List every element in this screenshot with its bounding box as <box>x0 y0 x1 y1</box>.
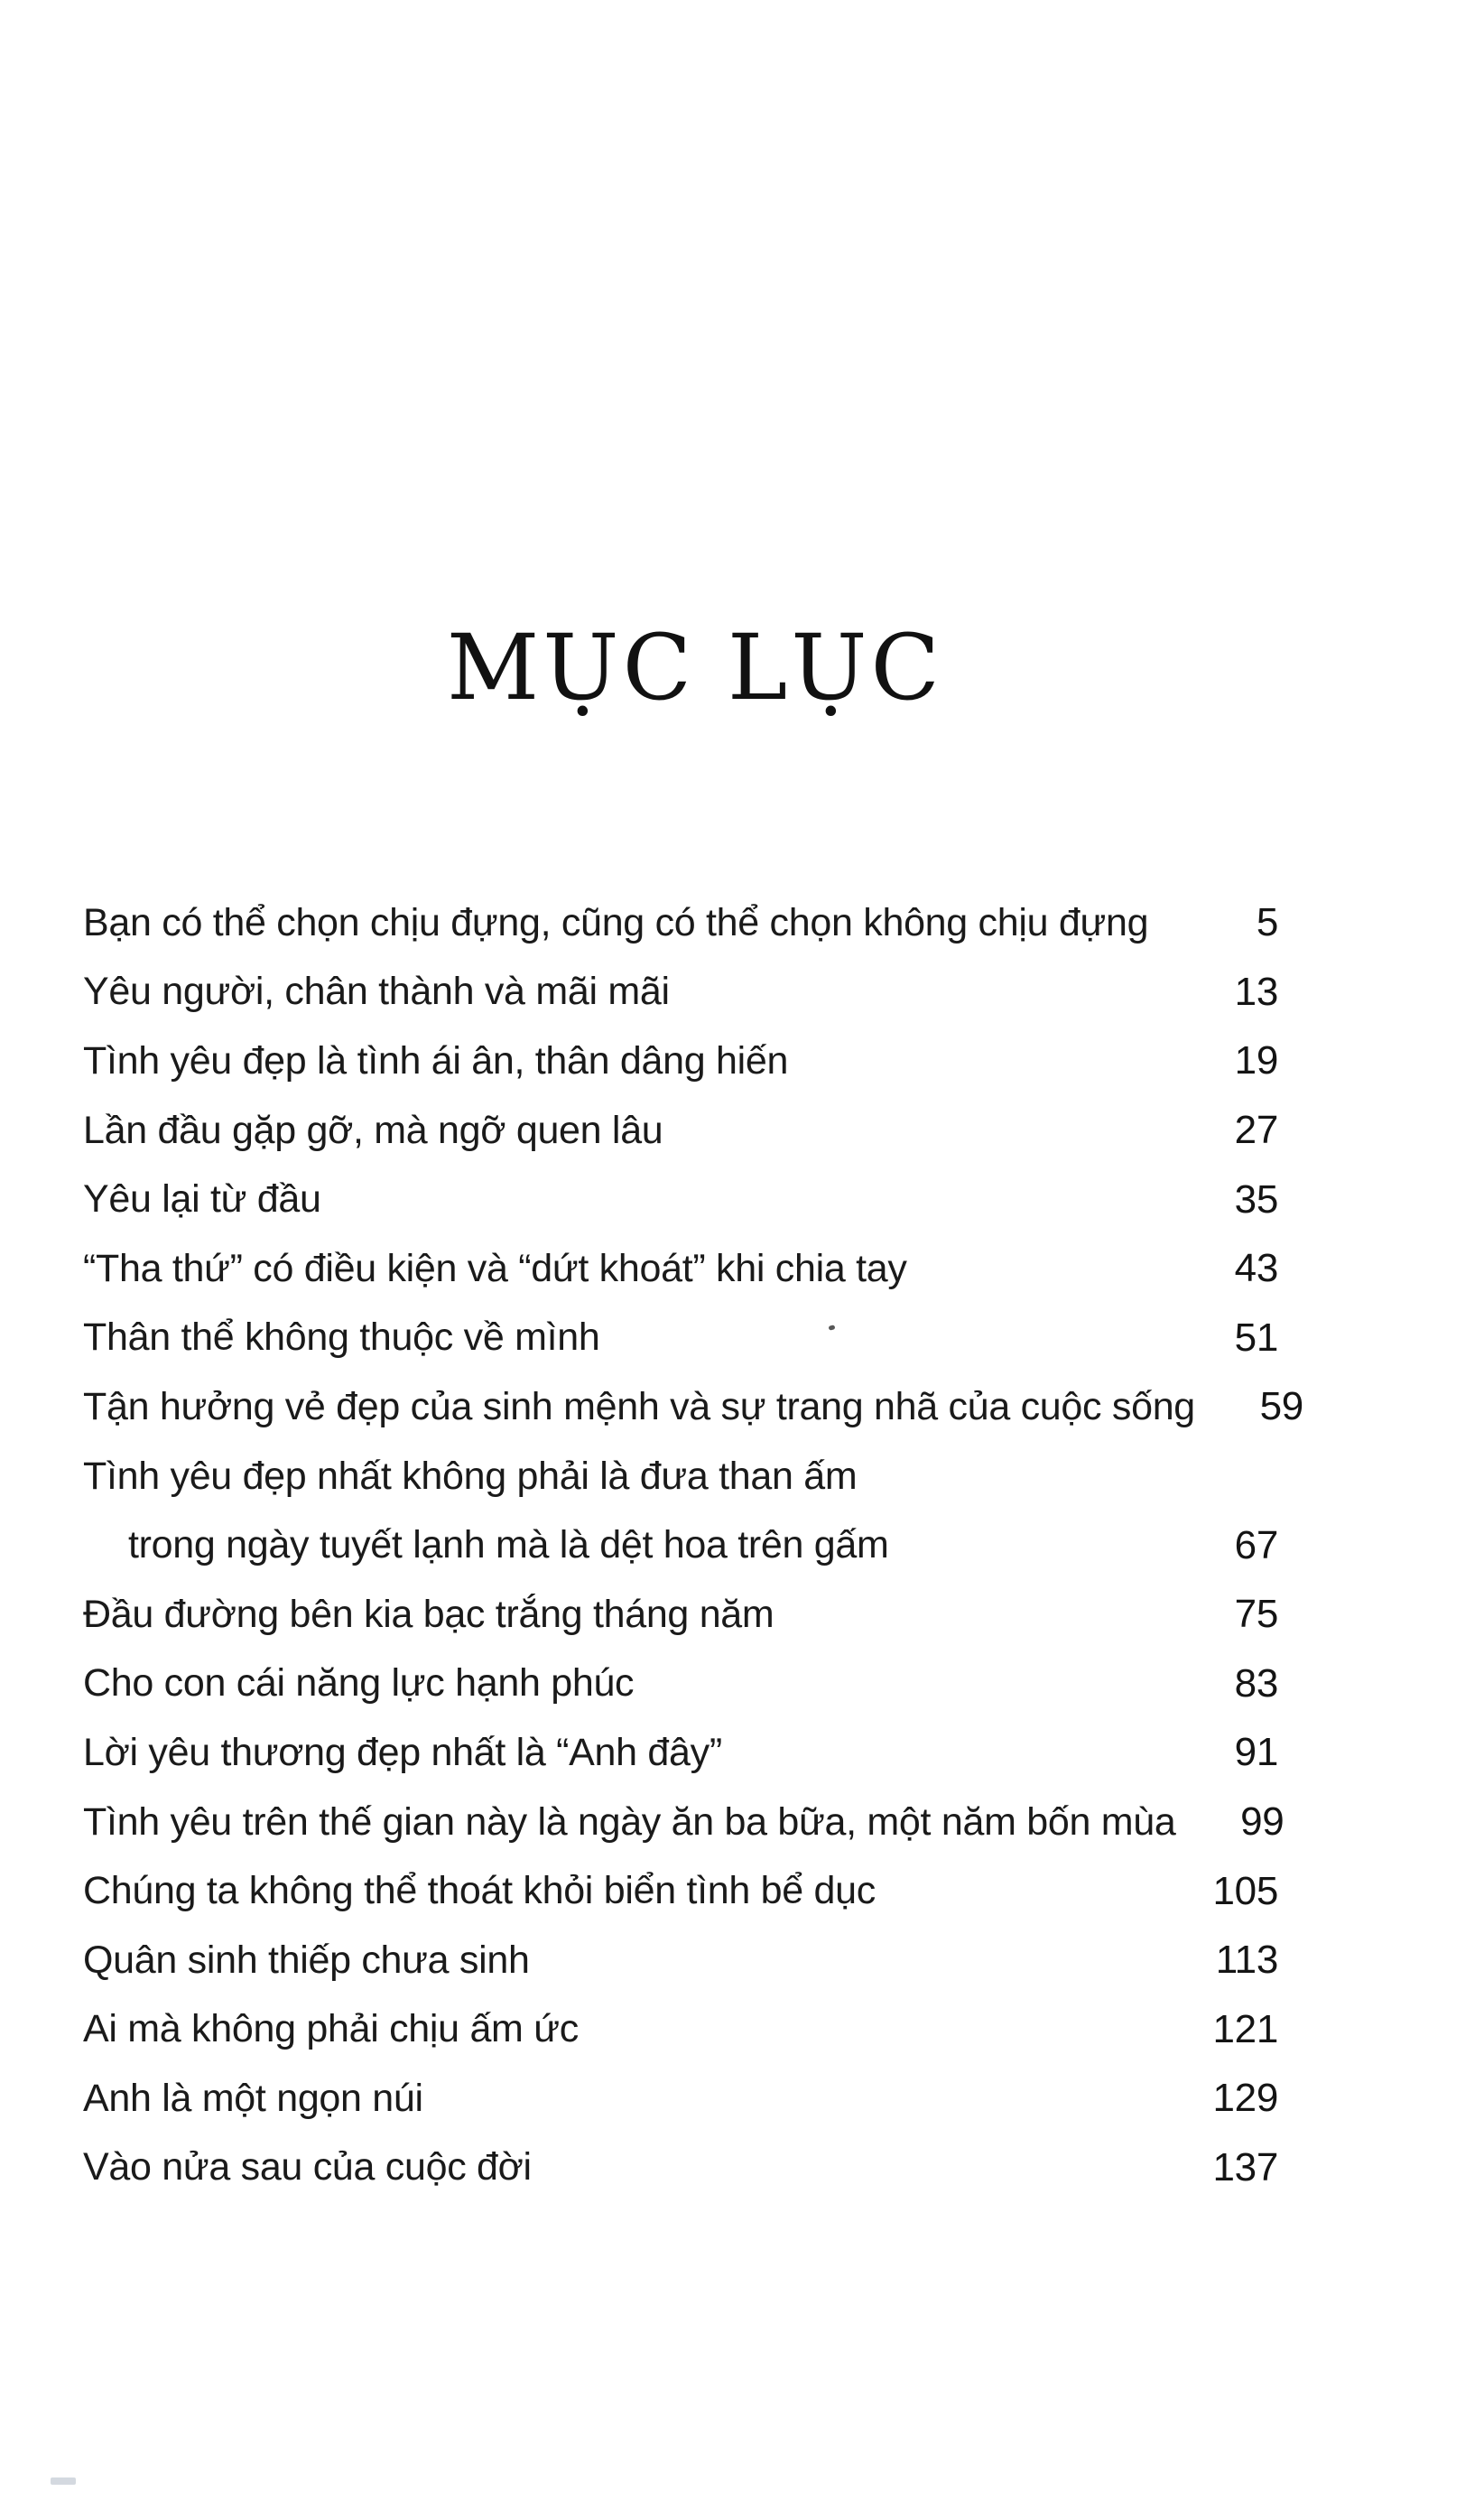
toc-entry <box>83 888 1278 958</box>
toc-entry <box>83 1856 1278 1926</box>
toc-entry <box>83 1372 1303 1442</box>
scan-artifact-edge-mark <box>51 2477 76 2485</box>
toc-entry-page: 67 <box>1234 1522 1278 1567</box>
toc-entry-title: Thân thể không thuộc về mình <box>83 1315 600 1360</box>
toc-entry-title: Vào nửa sau của cuộc đời <box>83 2145 532 2189</box>
toc-entry-page: 105 <box>1212 1868 1278 1913</box>
toc-entry-page: 51 <box>1234 1315 1278 1360</box>
toc-entry <box>83 1995 1278 2065</box>
toc-entry <box>83 1926 1278 1995</box>
toc-entry-page: 59 <box>1259 1384 1303 1429</box>
toc-entry-title: Chúng ta không thể thoát khỏi biển tình bể dục <box>83 1869 876 1913</box>
toc-entry <box>83 1096 1278 1166</box>
toc-entry-page: 129 <box>1212 2076 1278 2121</box>
toc-entry-title: Tình yêu đẹp là tình ái ân, thân dâng hiến <box>83 1038 789 1083</box>
toc-entry-title: Anh là một ngọn núi <box>83 2076 423 2120</box>
toc-entry-page: 121 <box>1212 2006 1278 2051</box>
toc-entry <box>83 1027 1278 1096</box>
toc-entry-page: 99 <box>1240 1799 1285 1845</box>
toc-entry-page: 13 <box>1234 969 1278 1014</box>
toc-entry-title: Bạn có thể chọn chịu đựng, cũng có thể chọn không chịu đựng <box>83 900 1149 944</box>
toc-entry <box>83 1234 1278 1304</box>
toc-entry-title: Lời yêu thương đẹp nhất là “Anh đây” <box>83 1730 722 1774</box>
page-title: MỤC LỤC <box>446 615 944 720</box>
toc-entry-title: Yêu lại từ đầu <box>83 1177 321 1222</box>
toc-entry-page: 113 <box>1215 1938 1278 1983</box>
toc-entry-page: 91 <box>1234 1730 1278 1775</box>
toc-entry <box>83 1165 1278 1234</box>
toc-entry <box>83 1442 1278 1511</box>
toc-entry-title: “Tha thứ” có điều kiện và “dứt khoát” khi chia tay <box>83 1246 907 1290</box>
toc-entry-title: Tận hưởng vẻ đẹp của sinh mệnh và sự trang nhã của cuộc sống <box>83 1384 1195 1428</box>
toc-entry-page: 35 <box>1234 1176 1278 1222</box>
toc-entry <box>83 958 1278 1027</box>
toc-entry <box>83 2064 1278 2134</box>
toc-entry-page: 83 <box>1234 1660 1278 1706</box>
toc-entry <box>83 1580 1278 1650</box>
toc-entry-title: Quân sinh thiếp chưa sinh <box>83 1938 530 1982</box>
toc-entry <box>83 1718 1278 1788</box>
toc-entry <box>83 1511 1278 1580</box>
toc-entry-title: trong ngày tuyết lạnh mà là dệt hoa trên gấm <box>128 1523 889 1567</box>
toc-entry <box>83 1304 1278 1373</box>
toc-entry-title: Tình yêu đẹp nhất không phải là đưa than ấm <box>83 1454 858 1498</box>
toc-entry <box>83 1788 1285 1857</box>
toc-entry <box>83 1650 1278 1719</box>
toc-entry-page: 137 <box>1212 2144 1278 2189</box>
toc-entry-title: Lần đầu gặp gỡ, mà ngỡ quen lâu <box>83 1108 663 1152</box>
table-of-contents <box>83 888 1303 2202</box>
toc-entry-page: 19 <box>1234 1038 1278 1083</box>
toc-entry-title: Tình yêu trên thế gian này là ngày ăn ba bữa, một năm bốn mùa <box>83 1799 1176 1844</box>
toc-entry-title: Yêu người, chân thành và mãi mãi <box>83 970 670 1014</box>
toc-entry-title: Cho con cái năng lực hạnh phúc <box>83 1661 635 1706</box>
toc-entry-page: 5 <box>1256 900 1278 945</box>
toc-entry-title: Ai mà không phải chịu ấm ức <box>83 2007 579 2051</box>
toc-entry <box>83 2134 1278 2203</box>
toc-entry-title: Đầu đường bên kia bạc trắng tháng năm <box>83 1592 774 1636</box>
toc-entry-page: 27 <box>1234 1108 1278 1153</box>
toc-entry-page: 43 <box>1234 1246 1278 1291</box>
toc-entry-page: 75 <box>1234 1592 1278 1637</box>
